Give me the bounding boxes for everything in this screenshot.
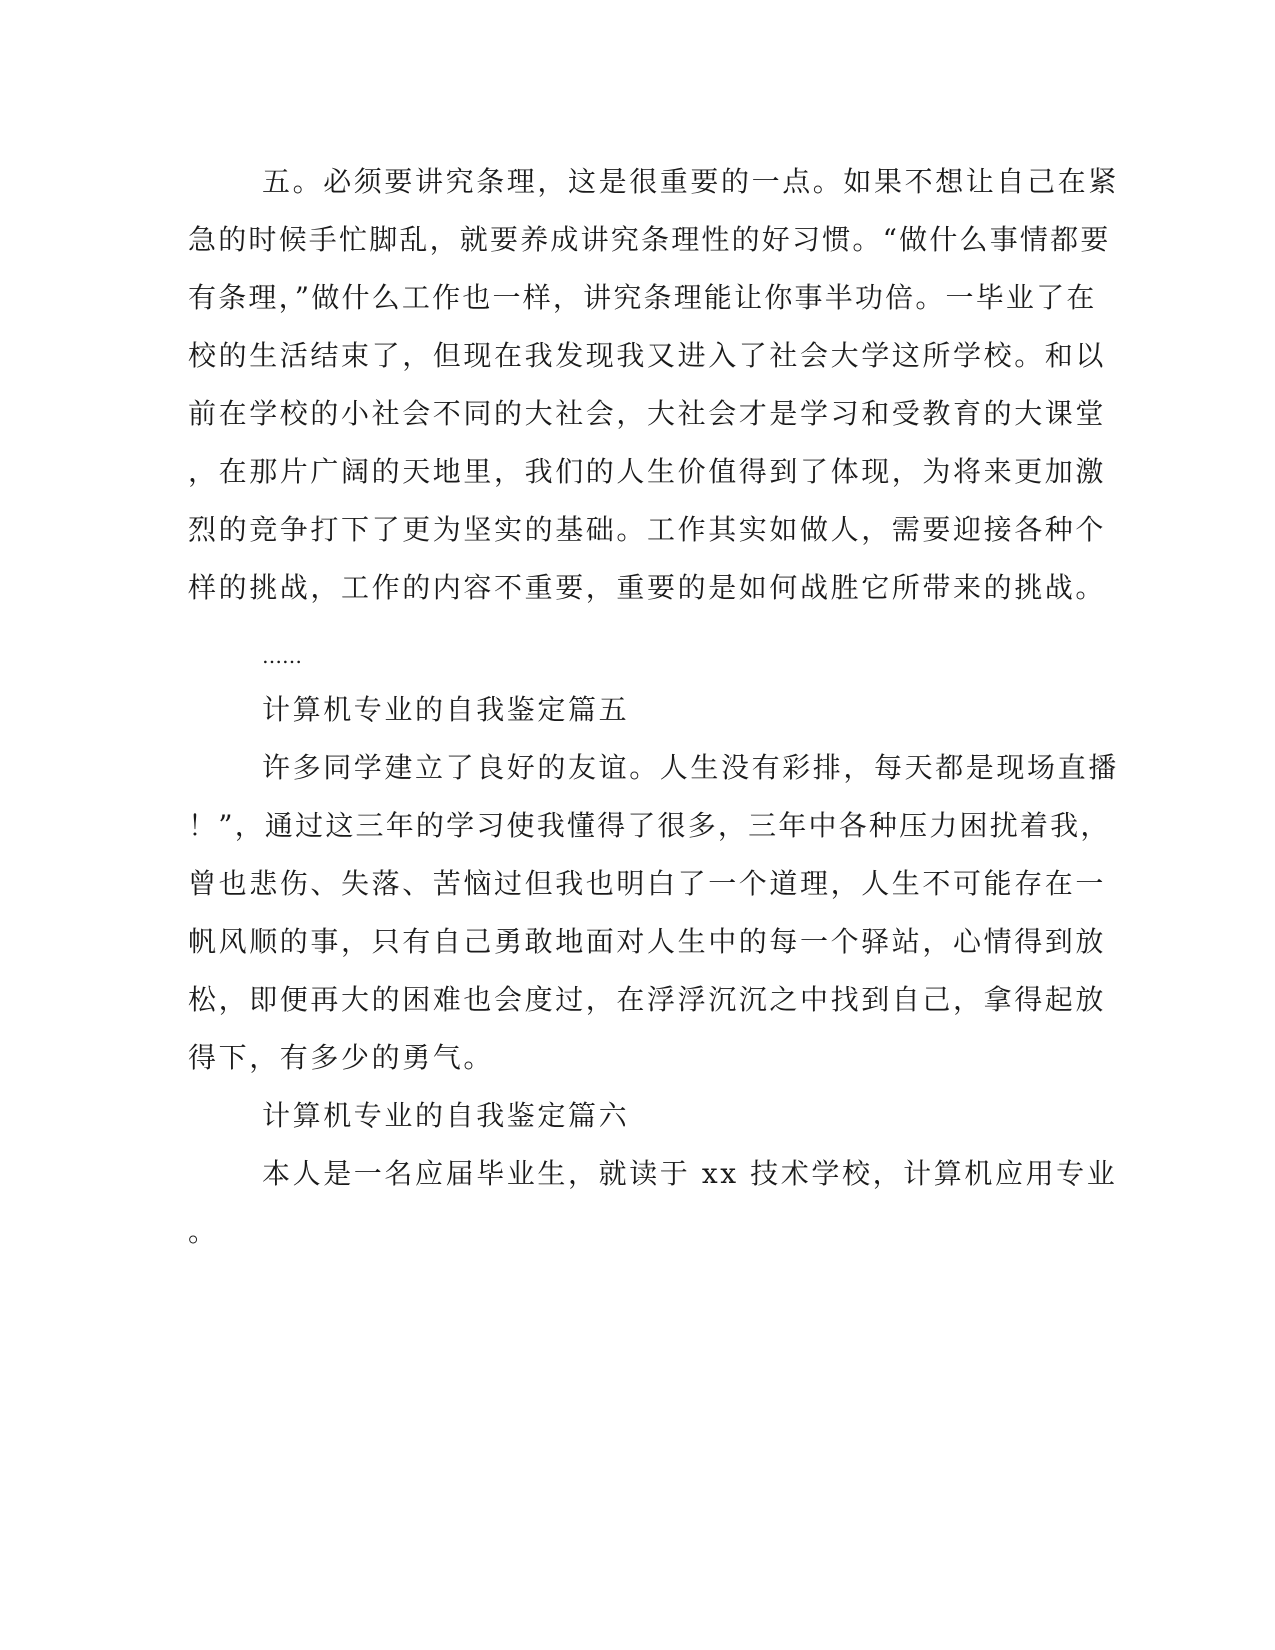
paragraph-5-line-1: 五。必须要讲究条理，这是很重要的一点。如果不想让自己在紧 — [262, 165, 1119, 198]
paragraph-5-line-6: ，在那片广阔的天地里，我们的人生价值得到了体现，为将来更加激 — [188, 455, 1107, 488]
paragraph-section5-line-4: 帆风顺的事，只有自己勇敢地面对人生中的每一个驿站，心情得到放 — [188, 925, 1107, 958]
paragraph-5-line-4: 校的生活结束了，但现在我发现我又进入了社会大学这所学校。和以 — [188, 339, 1107, 372]
section-heading-5: 计算机专业的自我鉴定篇五 — [262, 693, 630, 726]
paragraph-5-line-5: 前在学校的小社会不同的大社会，大社会才是学习和受教育的大课堂 — [188, 397, 1107, 430]
section-heading-6: 计算机专业的自我鉴定篇六 — [262, 1099, 630, 1132]
paragraph-section6-line-2: 。 — [188, 1215, 219, 1248]
paragraph-5-line-2: 急的时候手忙脚乱，就要养成讲究条理性的好习惯。“做什么事情都要 — [188, 223, 1111, 256]
paragraph-section5-line-5: 松，即便再大的困难也会度过，在浮浮沉沉之中找到自己，拿得起放 — [188, 983, 1107, 1016]
paragraph-5-line-8: 样的挑战，工作的内容不重要，重要的是如何战胜它所带来的挑战。 — [188, 571, 1107, 604]
paragraph-5-line-3: 有条理，”做什么工作也一样，讲究条理能让你事半功倍。一毕业了在 — [188, 281, 1097, 314]
paragraph-5-line-7: 烈的竞争打下了更为坚实的基础。工作其实如做人，需要迎接各种个 — [188, 513, 1107, 546]
paragraph-section5-line-1: 许多同学建立了良好的友谊。人生没有彩排，每天都是现场直播 — [262, 751, 1119, 784]
paragraph-section6-line-1: 本人是一名应届毕业生，就读于 xx 技术学校，计算机应用专业 — [262, 1157, 1118, 1190]
paragraph-section5-line-6: 得下，有多少的勇气。 — [188, 1041, 495, 1074]
paragraph-section5-line-3: 曾也悲伤、失落、苦恼过但我也明白了一个道理，人生不可能存在一 — [188, 867, 1107, 900]
paragraph-section5-line-2: ！”，通过这三年的学习使我懂得了很多，三年中各种压力困扰着我， — [188, 809, 1111, 842]
ellipsis: …… — [262, 644, 302, 668]
